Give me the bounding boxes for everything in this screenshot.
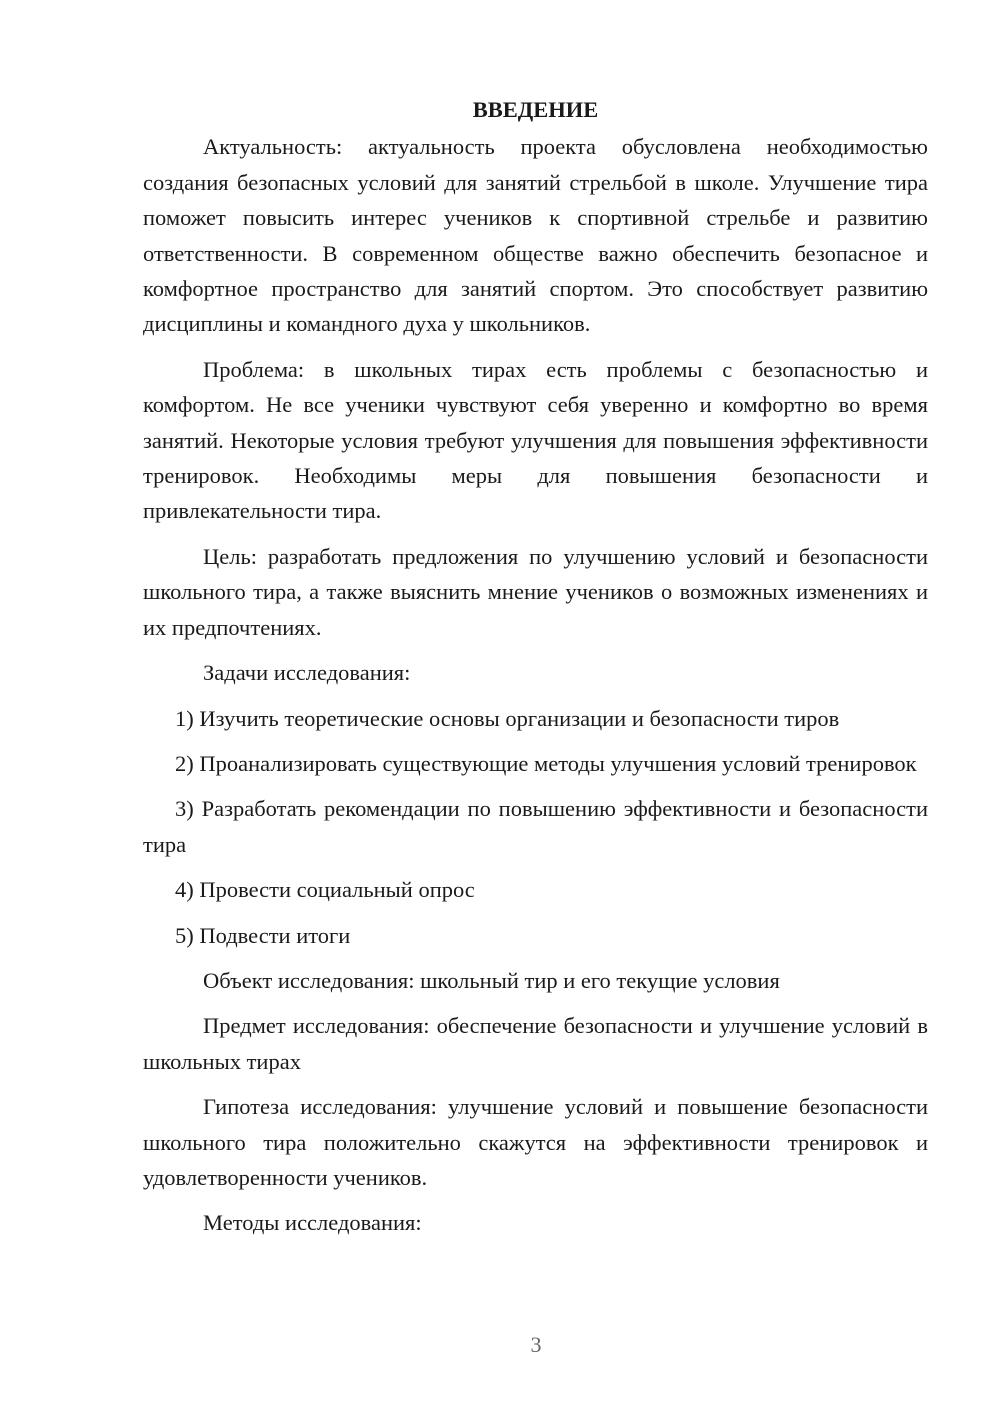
methods-paragraph: Методы исследования: [203,1210,422,1236]
goal-paragraph: Цель: разработать предложения по улучшению условий и безопасности школьного тира, а также выяснить мнение учеников о возможных изменениях и их предпочтениях. [143,543,928,640]
task-item-3: 3) Разработать рекомендации по повышению эффективности и безопасности тира [143,796,928,857]
task-item-2: 2) Проанализировать существующие методы улучшения условий тренировок [175,750,917,776]
document-page [143,92,928,1251]
relevance-paragraph: Актуальность: актуальность проекта обусловлена необходимостью создания безопасных условий для занятий стрельбой в школе. Улучшение тира поможет повысить интерес учеников к спортивной стрельбе и развитию ответственности. В современном обществе важно обеспечить безопасное и комфортное пространство для занятий спортом. Это способствует развитию дисциплины и командного духа у школьников. [143,134,928,337]
hypothesis-paragraph: Гипотеза исследования: улучшение условий и повышение безопасности школьного тира положительно скажутся на эффективности тренировок и удовлетворенности учеников. [143,1094,928,1190]
task-item-1: 1) Изучить теоретические основы организации и безопасности тиров [175,705,840,731]
page-number: 3 [530,1332,542,1357]
tasks-heading: Задачи исследования: [203,660,411,686]
section-heading: ВВЕДЕНИЕ [472,97,599,122]
subject-paragraph: Предмет исследования: обеспечение безопасности и улучшение условий в школьных тирах [143,1013,928,1074]
task-item-4: 4) Провести социальный опрос [175,877,475,903]
problem-paragraph: Проблема: в школьных тирах есть проблемы с безопасностью и комфортом. Не все ученики чувствуют себя уверенно и комфортно во время занятий. Некоторые условия требуют улучшения для повышения эффективности тренировок. Необходимы меры для повышения безопасности и привлекательности тира. [143,356,928,524]
object-paragraph: Объект исследования: школьный тир и его текущие условия [203,967,780,993]
task-item-5: 5) Подвести итоги [175,922,351,948]
